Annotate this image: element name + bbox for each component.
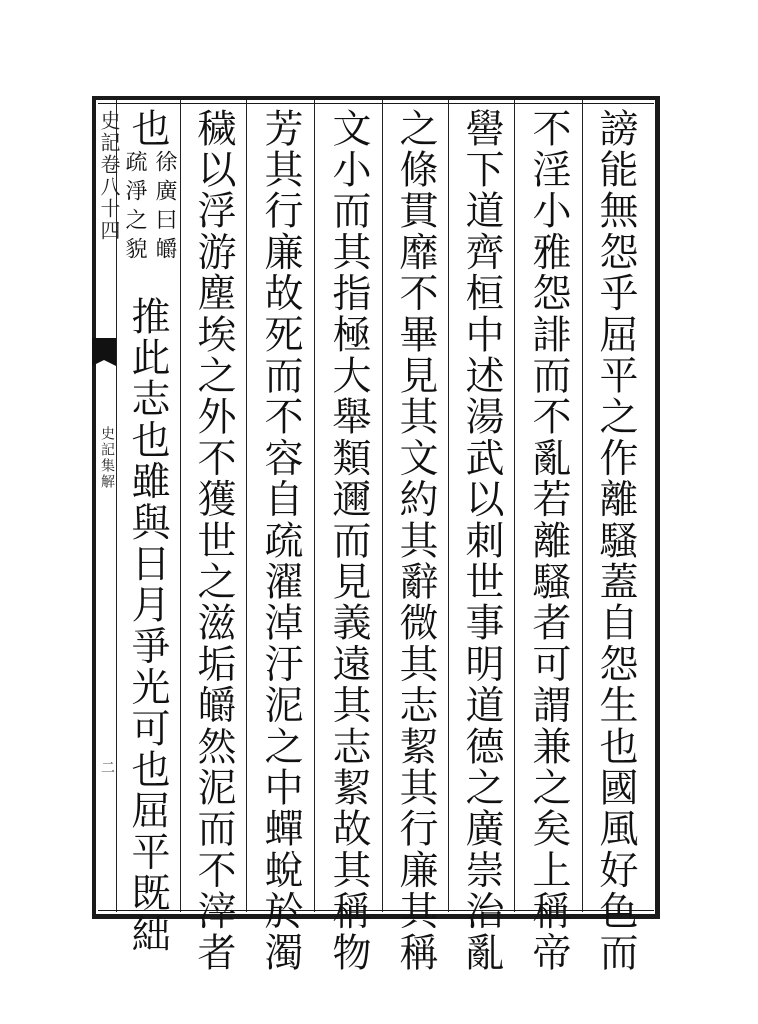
page-frame	[92, 96, 660, 922]
text-column-4: 之條貫靡不畢見其文約其辭微其志絜其行廉其稱	[393, 108, 438, 974]
text-column-7: 穢以浮游塵埃之外不獲世之滋垢皭然泥而不滓者	[191, 108, 236, 974]
spine-title: 史記卷八十四	[97, 110, 121, 242]
border-bottom	[92, 914, 660, 919]
text-column-3: 嚳下道齊桓中述湯武以刺世事明道德之廣崇治亂	[459, 108, 504, 974]
column-divider	[314, 100, 315, 912]
border-inner-top	[98, 103, 654, 104]
text-column-8-head: 也	[125, 108, 170, 147]
column-divider	[514, 100, 515, 912]
text-column-2: 不淫小雅怨誹而不亂若離騷者可謂兼之矣上稱帝	[526, 108, 571, 974]
fishtail-mark	[92, 338, 116, 360]
text-column-5: 文小而其指極大舉類邇而見義遠其志絜故其稱物	[326, 108, 371, 974]
column-divider	[180, 100, 181, 912]
column-divider	[582, 100, 583, 912]
text-column-1: 謗能無怨乎屈平之作離騷蓋自怨生也國風好色而	[593, 108, 638, 974]
column-divider	[246, 100, 247, 912]
text-column-8: 推此志也雖與日月爭光可也屈平既絀	[125, 296, 170, 956]
border-right	[655, 96, 660, 919]
spine-page-number: 二	[99, 760, 115, 774]
spine-book-title: 史記集解	[99, 426, 115, 490]
border-top	[92, 96, 660, 100]
commentary-note-right: 徐廣曰皭	[152, 150, 177, 266]
commentary-note-left: 疏淨之貌	[122, 150, 147, 266]
text-column-6: 芳其行廉故死而不容自疏濯淖汙泥之中蟬蛻於濁	[258, 108, 303, 974]
column-divider	[448, 100, 449, 912]
column-divider	[382, 100, 383, 912]
